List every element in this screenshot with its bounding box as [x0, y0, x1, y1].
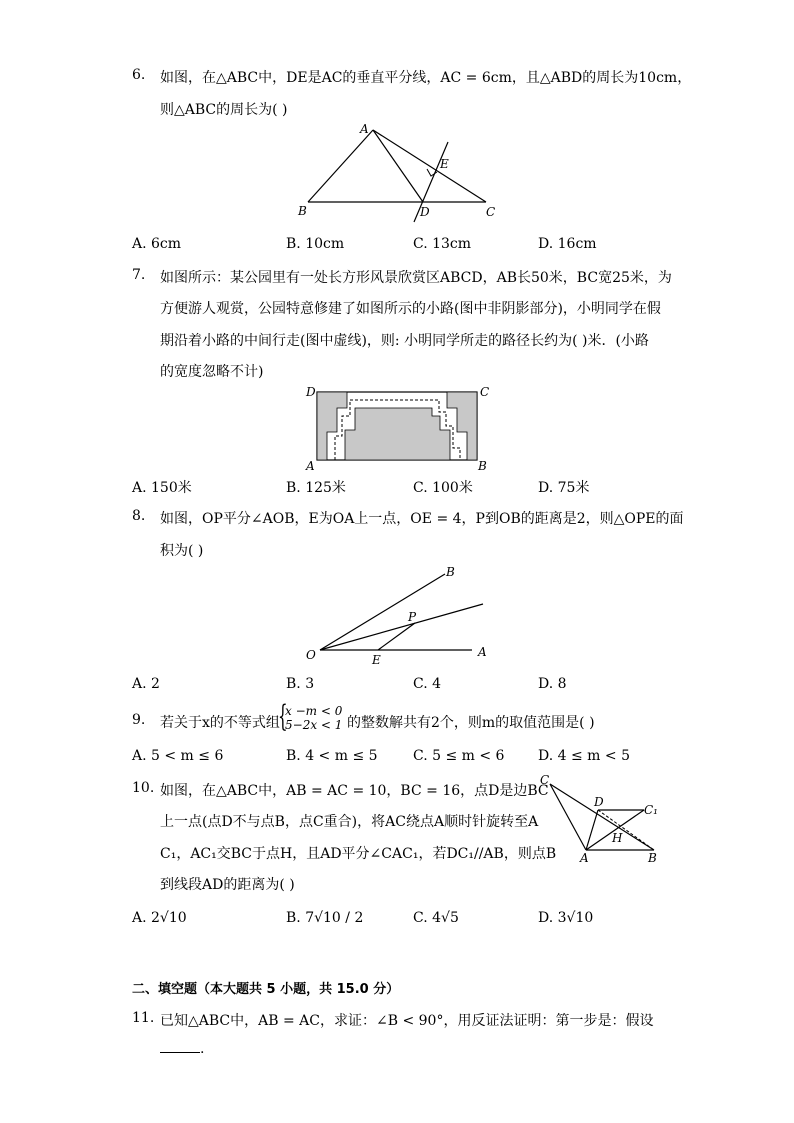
- q6-triangle-figure: [290, 118, 510, 228]
- q9-option-b[interactable]: B. 4 < m ≤ 5: [286, 748, 378, 764]
- q10-rotation-figure: [536, 770, 666, 865]
- q6-option-a[interactable]: A. 6cm: [132, 236, 182, 252]
- section-fill-in-title: 二、填空题（本大题共 5 小题，共 15.0 分）: [132, 982, 400, 997]
- q10-line1: 如图，在△ABC中，AB = AC = 10，BC = 16，点D是边BC: [160, 783, 549, 799]
- q7-option-d[interactable]: D. 75米: [538, 480, 590, 496]
- q7-number: 7.: [132, 267, 146, 283]
- q6-label-D: D: [420, 205, 430, 219]
- q7-line1: 如图所示：某公园里有一处长方形风景欣赏区ABCD，AB长50米，BC宽25米，为: [160, 270, 672, 286]
- q6-line1: 如图，在△ABC中，DE是AC的垂直平分线，AC = 6cm，且△ABD的周长为10cm，: [160, 70, 692, 86]
- q9-system-line2: 5−2x < 1: [285, 718, 343, 732]
- q11-number: 11.: [132, 1010, 155, 1026]
- q7-label-A: A: [306, 459, 315, 472]
- q10-option-b[interactable]: B. 7√10 / 2: [286, 910, 364, 926]
- q8-line2: 积为( ): [160, 543, 204, 559]
- q10-option-c[interactable]: C. 4√5: [413, 910, 459, 926]
- q9-post: 的整数解共有2个，则m的取值范围是( ): [347, 715, 595, 731]
- q7-line2: 方便游人观赏，公园特意修建了如图所示的小路(图中非阴影部分)，小明同学在假: [160, 301, 661, 317]
- q11-period: .: [200, 1041, 205, 1057]
- q10-number: 10.: [132, 780, 155, 796]
- q7-park-figure: [300, 380, 500, 472]
- q10-label-B: B: [648, 851, 657, 865]
- q10-line4: 到线段AD的距离为( ): [160, 877, 295, 893]
- q10-label-A: A: [580, 851, 589, 865]
- q6-label-B: B: [298, 204, 307, 218]
- q8-label-B: B: [446, 565, 455, 579]
- q8-number: 8.: [132, 508, 146, 524]
- q6-line2: 则△ABC的周长为( ): [160, 102, 288, 118]
- q8-label-E: E: [372, 653, 381, 667]
- q10-option-a[interactable]: A. 2√10: [132, 910, 187, 926]
- q8-label-O: O: [306, 648, 316, 662]
- q6-label-A: A: [360, 122, 369, 136]
- q10-label-C1: C₁: [644, 803, 658, 817]
- q7-option-a[interactable]: A. 150米: [132, 480, 192, 496]
- q10-label-D: D: [594, 795, 604, 809]
- q9-option-c[interactable]: C. 5 ≤ m < 6: [413, 748, 505, 764]
- q6-label-C: C: [486, 205, 496, 219]
- q7-label-C: C: [480, 385, 490, 399]
- q9-system-line1: x −m < 0: [285, 704, 343, 718]
- q7-option-c[interactable]: C. 100米: [413, 480, 473, 496]
- q6-label-E: E: [440, 157, 449, 171]
- q9-brace: {: [278, 699, 288, 734]
- q6-option-d[interactable]: D. 16cm: [538, 236, 597, 252]
- q7-label-B: B: [478, 459, 487, 472]
- q10-line2: 上一点(点D不与点B，点C重合)，将AC绕点A顺时针旋转至A: [160, 814, 539, 830]
- q10-label-C: C: [540, 773, 550, 787]
- q11-line2: [160, 1040, 204, 1057]
- q8-option-d[interactable]: D. 8: [538, 676, 567, 692]
- q6-number: 6.: [132, 67, 146, 83]
- q6-option-c[interactable]: C. 13cm: [413, 236, 472, 252]
- q10-option-d[interactable]: D. 3√10: [538, 910, 594, 926]
- q11-answer-blank[interactable]: [160, 1040, 200, 1053]
- q8-option-a[interactable]: A. 2: [132, 676, 160, 692]
- q9-pre: 若关于x的不等式组: [160, 715, 280, 731]
- q7-line4: 的宽度忽略不计): [160, 364, 264, 380]
- q10-line3: C₁，AC₁交BC于点H，且AD平分∠CAC₁，若DC₁//AB，则点B: [160, 846, 557, 862]
- q9-option-d[interactable]: D. 4 ≤ m < 5: [538, 748, 630, 764]
- q8-label-P: P: [408, 610, 417, 624]
- q7-option-b[interactable]: B. 125米: [286, 480, 346, 496]
- q8-label-A: A: [478, 645, 487, 659]
- q8-option-c[interactable]: C. 4: [413, 676, 442, 692]
- q9-number: 9.: [132, 712, 146, 728]
- q7-label-D: D: [306, 385, 316, 399]
- q11-line1: 已知△ABC中，AB = AC，求证：∠B < 90°，用反证法证明：第一步是：假设: [160, 1013, 654, 1029]
- q6-option-b[interactable]: B. 10cm: [286, 236, 345, 252]
- q8-line1: 如图，OP平分∠AOB，E为OA上一点，OE = 4，P到OB的距离是2，则△OPE的面: [160, 511, 684, 527]
- q8-angle-figure: [300, 560, 500, 670]
- q7-line3: 期沿着小路的中间行走(图中虚线)，则: 小明同学所走的路径长约为( )米．(小路: [160, 333, 649, 349]
- q10-label-H: H: [612, 831, 623, 845]
- q9-option-a[interactable]: A. 5 < m ≤ 6: [132, 748, 224, 764]
- q8-option-b[interactable]: B. 3: [286, 676, 315, 692]
